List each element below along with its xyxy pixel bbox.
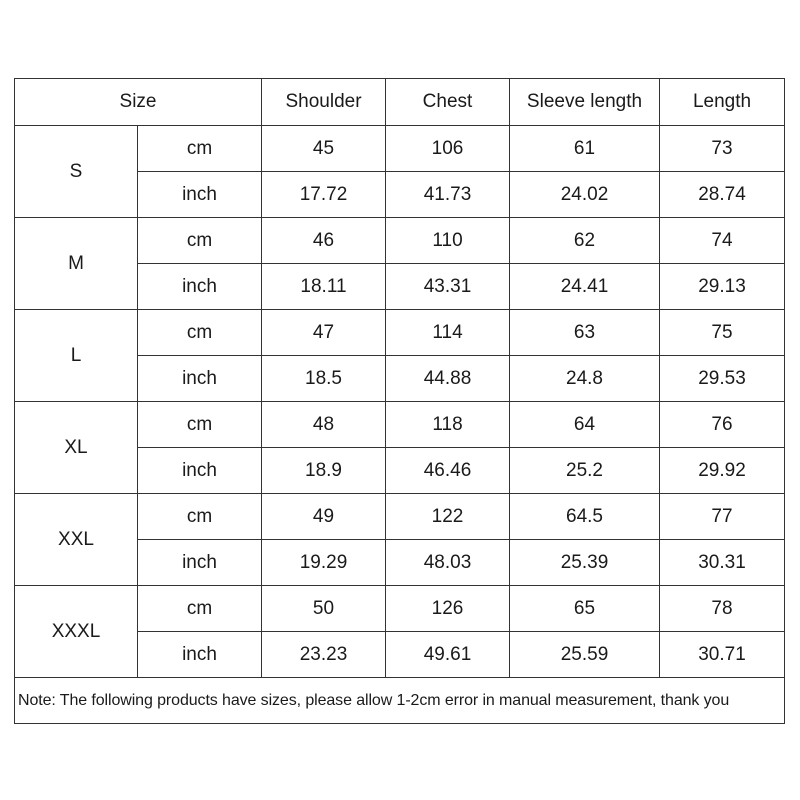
size-label: M: [15, 218, 138, 310]
size-label: S: [15, 126, 138, 218]
note-row: [15, 678, 785, 724]
size-label: XL: [15, 402, 138, 494]
shoulder-value: 18.5: [262, 356, 386, 402]
sleeve-length-value: 64: [510, 402, 660, 448]
sleeve-length-value: 24.8: [510, 356, 660, 402]
length-value: 29.92: [660, 448, 785, 494]
unit-cell: inch: [138, 540, 262, 586]
shoulder-value: 48: [262, 402, 386, 448]
chest-value: 122: [386, 494, 510, 540]
shoulder-value: 23.23: [262, 632, 386, 678]
length-value: 76: [660, 402, 785, 448]
chest-value: 126: [386, 586, 510, 632]
length-value: 28.74: [660, 172, 785, 218]
header-sleeve-length: Sleeve length: [510, 79, 660, 126]
unit-cell: cm: [138, 126, 262, 172]
shoulder-value: 47: [262, 310, 386, 356]
chest-value: 114: [386, 310, 510, 356]
sleeve-length-value: 64.5: [510, 494, 660, 540]
header-shoulder: Shoulder: [262, 79, 386, 126]
shoulder-value: 45: [262, 126, 386, 172]
sleeve-length-value: 61: [510, 126, 660, 172]
chest-value: 110: [386, 218, 510, 264]
sleeve-length-value: 25.2: [510, 448, 660, 494]
table-row: [15, 310, 785, 356]
chest-value: 118: [386, 402, 510, 448]
header-size: Size: [15, 79, 262, 126]
unit-cell: cm: [138, 218, 262, 264]
length-value: 78: [660, 586, 785, 632]
chest-value: 49.61: [386, 632, 510, 678]
size-label: XXXL: [15, 586, 138, 678]
unit-cell: cm: [138, 586, 262, 632]
size-label: XXL: [15, 494, 138, 586]
unit-cell: inch: [138, 632, 262, 678]
unit-cell: inch: [138, 264, 262, 310]
length-value: 29.53: [660, 356, 785, 402]
shoulder-value: 49: [262, 494, 386, 540]
chest-value: 44.88: [386, 356, 510, 402]
length-value: 30.71: [660, 632, 785, 678]
unit-cell: cm: [138, 402, 262, 448]
length-value: 74: [660, 218, 785, 264]
shoulder-value: 19.29: [262, 540, 386, 586]
shoulder-value: 46: [262, 218, 386, 264]
chest-value: 41.73: [386, 172, 510, 218]
header-row: [15, 79, 785, 126]
unit-cell: inch: [138, 448, 262, 494]
table-row: [15, 218, 785, 264]
length-value: 75: [660, 310, 785, 356]
unit-cell: inch: [138, 172, 262, 218]
header-chest: Chest: [386, 79, 510, 126]
table-row: [15, 402, 785, 448]
unit-cell: cm: [138, 494, 262, 540]
shoulder-value: 17.72: [262, 172, 386, 218]
sleeve-length-value: 24.41: [510, 264, 660, 310]
table-row: [15, 126, 785, 172]
chest-value: 43.31: [386, 264, 510, 310]
length-value: 29.13: [660, 264, 785, 310]
size-chart-table: [14, 78, 785, 724]
sleeve-length-value: 25.59: [510, 632, 660, 678]
shoulder-value: 18.9: [262, 448, 386, 494]
header-length: Length: [660, 79, 785, 126]
table-row: [15, 586, 785, 632]
chest-value: 46.46: [386, 448, 510, 494]
sleeve-length-value: 25.39: [510, 540, 660, 586]
length-value: 77: [660, 494, 785, 540]
length-value: 73: [660, 126, 785, 172]
shoulder-value: 50: [262, 586, 386, 632]
size-label: L: [15, 310, 138, 402]
chest-value: 48.03: [386, 540, 510, 586]
sleeve-length-value: 62: [510, 218, 660, 264]
table-row: [15, 494, 785, 540]
unit-cell: inch: [138, 356, 262, 402]
measurement-note: Note: The following products have sizes, please allow 1-2cm error in manual measurement, thank you: [15, 678, 785, 724]
shoulder-value: 18.11: [262, 264, 386, 310]
sleeve-length-value: 65: [510, 586, 660, 632]
sleeve-length-value: 24.02: [510, 172, 660, 218]
chest-value: 106: [386, 126, 510, 172]
sleeve-length-value: 63: [510, 310, 660, 356]
unit-cell: cm: [138, 310, 262, 356]
length-value: 30.31: [660, 540, 785, 586]
